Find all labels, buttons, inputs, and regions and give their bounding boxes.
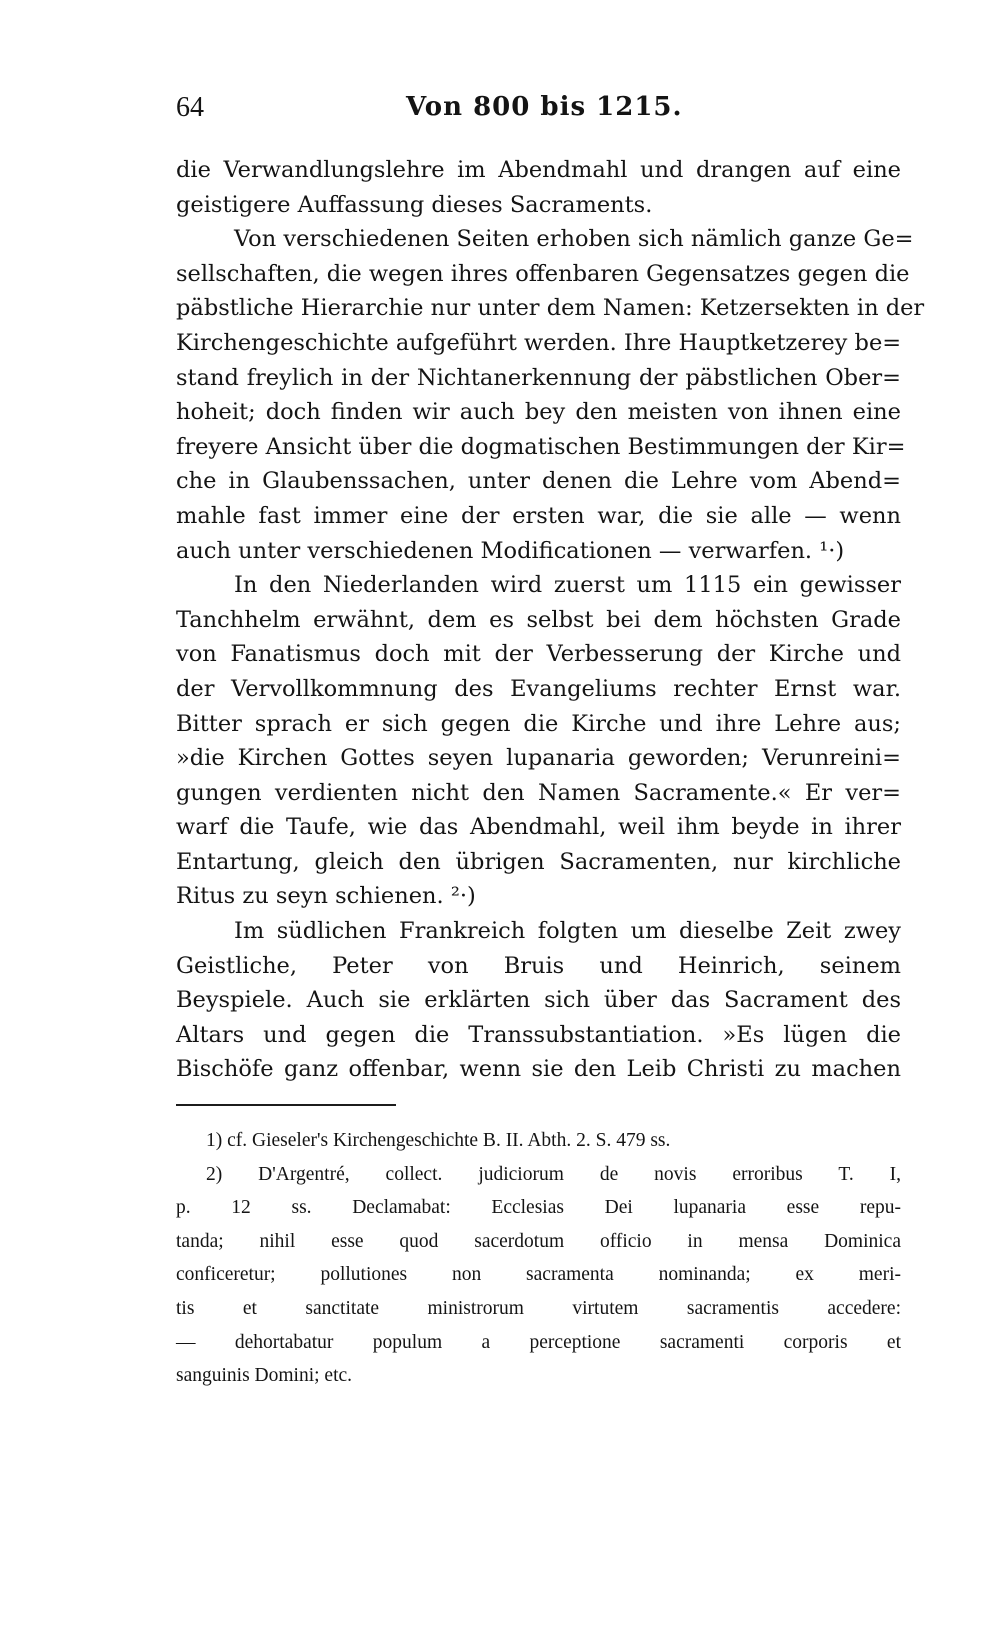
running-head: Von 800 bis 1215. [406, 92, 683, 122]
footnote-line: sanguinis Domini; etc. [176, 1365, 353, 1387]
footnote-line: 1) cf. Gieseler's Kirchengeschichte B. II. Abth. 2. S. 479 ss. [206, 1130, 671, 1151]
text-line: Von verschiedenen Seiten erhoben sich nämlich ganze Ge= [234, 226, 914, 253]
footnote-line: conficeretur; pollutiones non sacramenta nominanda; ex meri- [176, 1264, 901, 1286]
text-line: Kirchengeschichte aufgeführt werden. Ihre Hauptketzerey be= [176, 329, 902, 356]
footnote-line: 2) D'Argentré, collect. judiciorum de novis erroribus T. I, [206, 1163, 901, 1185]
page-header [176, 92, 901, 132]
text-line: Bischöfe ganz offenbar, wenn sie den Leib Christi zu machen [176, 1056, 901, 1083]
text-line: gungen verdienten nicht den Namen Sacramente.« Er ver= [176, 779, 901, 806]
text-line: die Verwandlungslehre im Abendmahl und drangen auf eine [176, 157, 901, 183]
text-line: »die Kirchen Gottes seyen lupanaria geworden; Verunreini= [176, 745, 901, 772]
text-line: geistigere Auffassung dieses Sacraments. [176, 191, 653, 218]
page-number: 64 [176, 92, 204, 123]
text-line: Altars und gegen die Transsubstantiation. »Es lügen die [176, 1021, 901, 1048]
text-line: Entartung, gleich den übrigen Sacramenten, nur kirchliche [176, 848, 901, 875]
text-line: auch unter verschiedenen Modificationen — verwarfen. ¹·) [176, 537, 845, 564]
footnote-line: tanda; nihil esse quod sacerdotum officio in mensa Dominica [176, 1230, 901, 1252]
text-line: Beyspiele. Auch sie erklärten sich über das Sacrament des [176, 987, 901, 1014]
text-line: hoheit; doch finden wir auch bey den meisten von ihnen eine [176, 399, 901, 426]
text-line: Tanchhelm erwähnt, dem es selbst bei dem höchsten Grade [176, 606, 901, 633]
text-line: stand freylich in der Nichtanerkennung der päbstlichen Ober= [176, 364, 901, 391]
text-line: Bitter sprach er sich gegen die Kirche und ihre Lehre aus; [176, 710, 901, 737]
text-line: Im südlichen Frankreich folgten um dieselbe Zeit zwey [234, 918, 901, 945]
text-line: päbstliche Hierarchie nur unter dem Namen: Ketzersekten in der [176, 295, 925, 322]
footnote-divider [176, 1104, 396, 1106]
main-text [176, 153, 925, 1087]
footnote-line: tis et sanctitate ministrorum virtutem sacramentis accedere: [176, 1297, 901, 1319]
text-line: mahle fast immer eine der ersten war, die sie alle — wenn [176, 502, 901, 529]
footnote-line: p. 12 ss. Declamabat: Ecclesias Dei lupanaria esse repu- [176, 1197, 901, 1219]
text-line: von Fanatismus doch mit der Verbesserung der Kirche und [176, 641, 901, 668]
text-line: der Vervollkommnung des Evangeliums rechter Ernst war. [176, 675, 901, 702]
footnote-line: — dehortabatur populum a perceptione sacramenti corporis et [176, 1331, 901, 1353]
text-line: warf die Taufe, wie das Abendmahl, weil ihm beyde in ihrer [176, 814, 901, 841]
text-line: che in Glaubenssachen, unter denen die Lehre vom Abend= [176, 468, 901, 495]
text-line: sellschaften, die wegen ihres offenbaren Gegensatzes gegen die [176, 260, 910, 287]
text-line: freyere Ansicht über die dogmatischen Bestimmungen der Kir= [176, 433, 906, 460]
text-line: Geistliche, Peter von Bruis und Heinrich, seinem [176, 952, 901, 979]
text-line: In den Niederlanden wird zuerst um 1115 ein gewisser [234, 572, 901, 599]
text-line: Ritus zu seyn schienen. ²·) [176, 883, 476, 910]
footnotes [176, 1124, 901, 1393]
